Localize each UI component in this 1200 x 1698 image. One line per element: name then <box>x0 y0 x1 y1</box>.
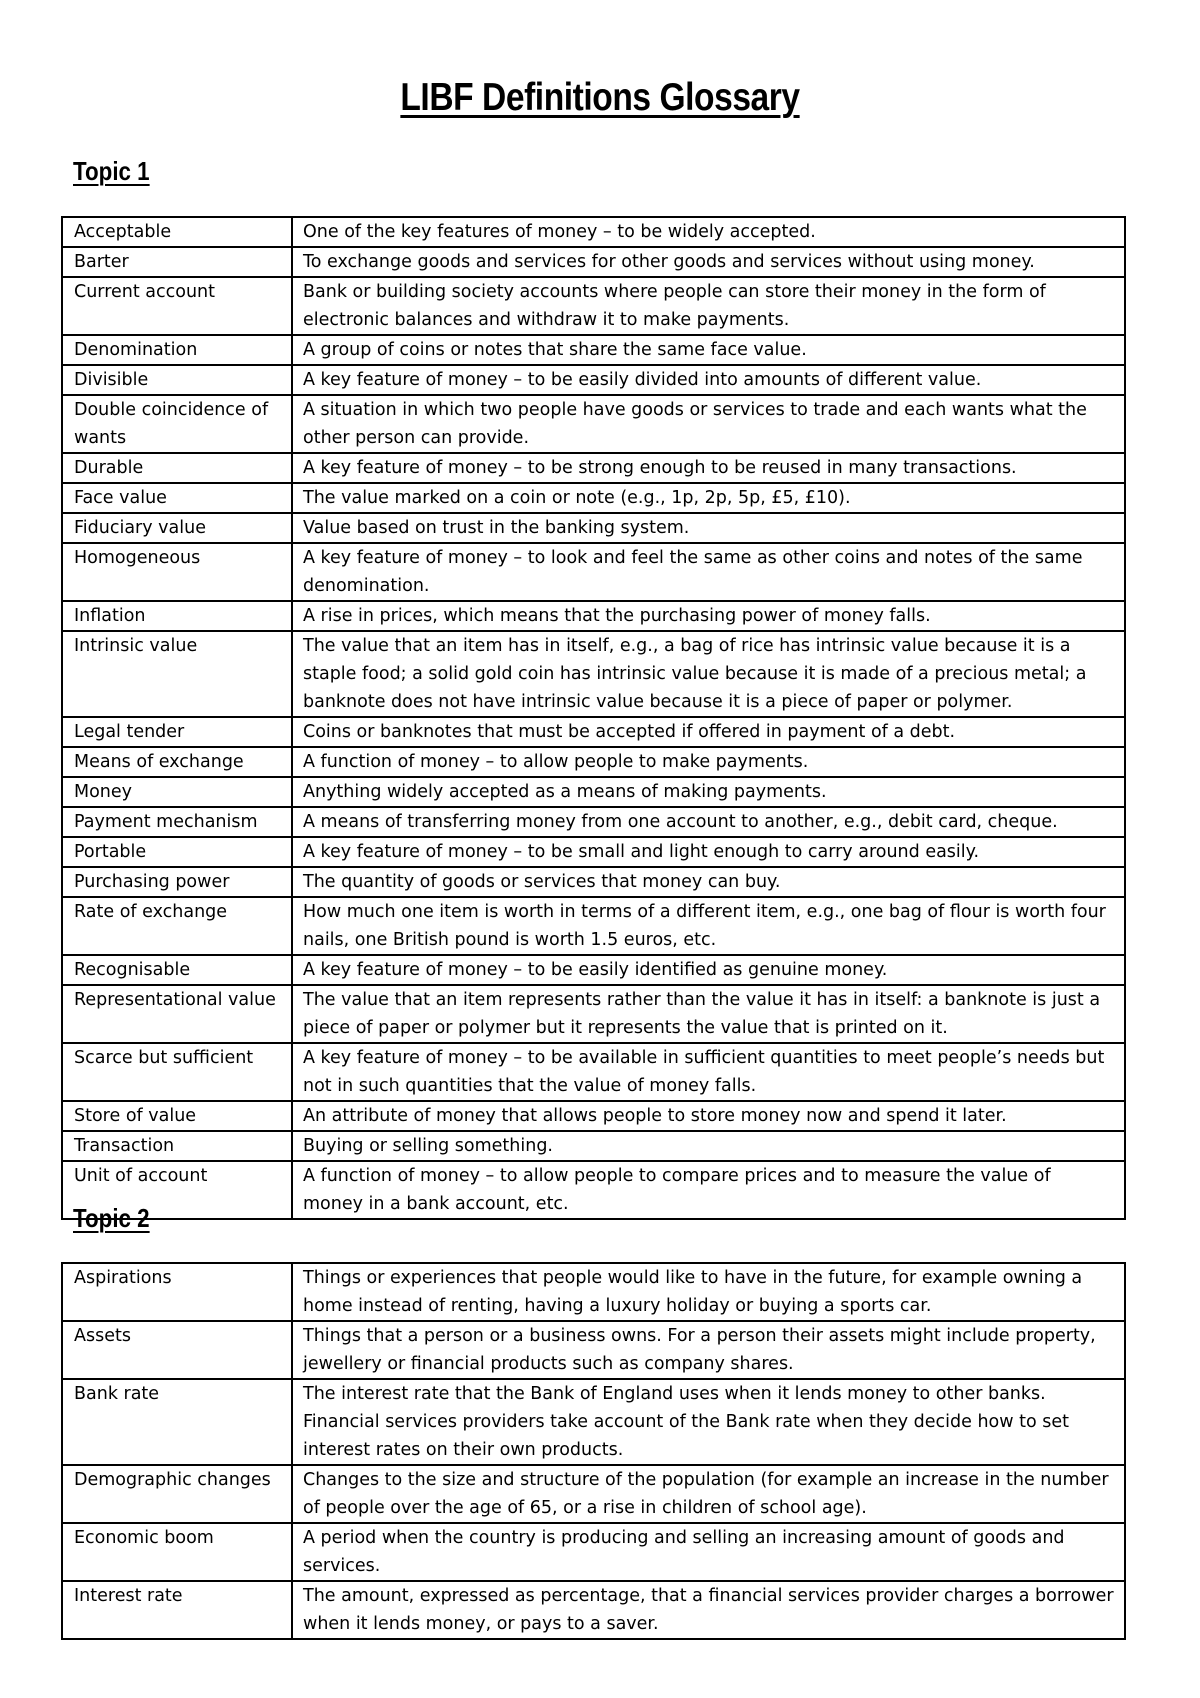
glossary-definition: A function of money – to allow people to compare prices and to measure the value of money in a bank account, etc. <box>292 1161 1125 1219</box>
glossary-term: Face value <box>62 483 292 513</box>
topic-1-heading: Topic 1 <box>73 156 150 186</box>
table-row <box>62 513 1125 543</box>
glossary-definition: A period when the country is producing and selling an increasing amount of goods and services. <box>292 1523 1125 1581</box>
glossary-term: Unit of account <box>62 1161 292 1219</box>
table-row <box>62 335 1125 365</box>
table-row <box>62 631 1125 717</box>
table-row <box>62 717 1125 747</box>
table-row <box>62 897 1125 955</box>
glossary-definition: Things that a person or a business owns. For a person their assets might include property, jewellery or financial products such as company shares. <box>292 1321 1125 1379</box>
glossary-term: Durable <box>62 453 292 483</box>
topic-1-glossary-table <box>61 216 1126 1220</box>
glossary-term: Inflation <box>62 601 292 631</box>
glossary-term: Scarce but sufficient <box>62 1043 292 1101</box>
glossary-term: Legal tender <box>62 717 292 747</box>
table-row <box>62 217 1125 247</box>
glossary-term: Store of value <box>62 1101 292 1131</box>
glossary-term: Means of exchange <box>62 747 292 777</box>
glossary-definition: An attribute of money that allows people to store money now and spend it later. <box>292 1101 1125 1131</box>
glossary-term: Intrinsic value <box>62 631 292 717</box>
glossary-definition: A key feature of money – to look and feel the same as other coins and notes of the same denomination. <box>292 543 1125 601</box>
table-row <box>62 1043 1125 1101</box>
topic-2-glossary-table <box>61 1262 1126 1640</box>
glossary-definition: Anything widely accepted as a means of making payments. <box>292 777 1125 807</box>
glossary-term: Divisible <box>62 365 292 395</box>
glossary-term: Economic boom <box>62 1523 292 1581</box>
glossary-term: Acceptable <box>62 217 292 247</box>
glossary-definition: How much one item is worth in terms of a different item, e.g., one bag of flour is worth four nails, one British pound is worth 1.5 euros, etc. <box>292 897 1125 955</box>
table-row <box>62 483 1125 513</box>
glossary-term: Current account <box>62 277 292 335</box>
glossary-definition: A key feature of money – to be strong enough to be reused in many transactions. <box>292 453 1125 483</box>
table-row <box>62 1321 1125 1379</box>
glossary-definition: A group of coins or notes that share the same face value. <box>292 335 1125 365</box>
glossary-definition: A rise in prices, which means that the purchasing power of money falls. <box>292 601 1125 631</box>
page-title: LIBF Definitions Glossary <box>400 76 800 119</box>
table-row <box>62 453 1125 483</box>
table-row <box>62 955 1125 985</box>
glossary-definition: Buying or selling something. <box>292 1131 1125 1161</box>
glossary-definition: Changes to the size and structure of the population (for example an increase in the number of people over the age of 65, or a rise in children of school age). <box>292 1465 1125 1523</box>
glossary-definition: A key feature of money – to be easily divided into amounts of different value. <box>292 365 1125 395</box>
table-row <box>62 1465 1125 1523</box>
glossary-definition: Bank or building society accounts where people can store their money in the form of electronic balances and withdraw it to make payments. <box>292 277 1125 335</box>
glossary-definition: The amount, expressed as percentage, that a financial services provider charges a borrower when it lends money, or pays to a saver. <box>292 1581 1125 1639</box>
table-row <box>62 365 1125 395</box>
glossary-term: Transaction <box>62 1131 292 1161</box>
glossary-definition: A situation in which two people have goods or services to trade and each wants what the other person can provide. <box>292 395 1125 453</box>
table-row <box>62 1131 1125 1161</box>
table-row <box>62 777 1125 807</box>
glossary-term: Demographic changes <box>62 1465 292 1523</box>
glossary-term: Assets <box>62 1321 292 1379</box>
glossary-definition: A key feature of money – to be available in sufficient quantities to meet people’s needs but not in such quantities that the value of money falls. <box>292 1043 1125 1101</box>
glossary-term: Interest rate <box>62 1581 292 1639</box>
table-row <box>62 807 1125 837</box>
glossary-definition: The interest rate that the Bank of England uses when it lends money to other banks. Financial services providers take account of the Bank rate when they decide how to set interest rates on their own products. <box>292 1379 1125 1465</box>
glossary-term: Aspirations <box>62 1263 292 1321</box>
glossary-definition: A function of money – to allow people to make payments. <box>292 747 1125 777</box>
glossary-definition: A means of transferring money from one account to another, e.g., debit card, cheque. <box>292 807 1125 837</box>
glossary-term: Recognisable <box>62 955 292 985</box>
topic-2-heading: Topic 2 <box>73 1203 150 1233</box>
table-row <box>62 837 1125 867</box>
glossary-definition: Coins or banknotes that must be accepted if offered in payment of a debt. <box>292 717 1125 747</box>
glossary-term: Double coincidence of wants <box>62 395 292 453</box>
table-row <box>62 1161 1125 1219</box>
table-row <box>62 601 1125 631</box>
table-row <box>62 395 1125 453</box>
glossary-definition: Value based on trust in the banking system. <box>292 513 1125 543</box>
table-row <box>62 247 1125 277</box>
glossary-term: Barter <box>62 247 292 277</box>
glossary-term: Representational value <box>62 985 292 1043</box>
glossary-term: Payment mechanism <box>62 807 292 837</box>
glossary-definition: A key feature of money – to be small and light enough to carry around easily. <box>292 837 1125 867</box>
table-row <box>62 1581 1125 1639</box>
table-row <box>62 543 1125 601</box>
glossary-term: Denomination <box>62 335 292 365</box>
glossary-term: Homogeneous <box>62 543 292 601</box>
table-row <box>62 1523 1125 1581</box>
table-row <box>62 985 1125 1043</box>
glossary-definition: The value marked on a coin or note (e.g., 1p, 2p, 5p, £5, £10). <box>292 483 1125 513</box>
glossary-term: Portable <box>62 837 292 867</box>
table-row <box>62 1263 1125 1321</box>
glossary-definition: Things or experiences that people would like to have in the future, for example owning a home instead of renting, having a luxury holiday or buying a sports car. <box>292 1263 1125 1321</box>
table-row <box>62 1101 1125 1131</box>
glossary-definition: To exchange goods and services for other goods and services without using money. <box>292 247 1125 277</box>
glossary-term: Bank rate <box>62 1379 292 1465</box>
glossary-definition: The value that an item represents rather than the value it has in itself: a banknote is just a piece of paper or polymer but it represents the value that is printed on it. <box>292 985 1125 1043</box>
glossary-definition: One of the key features of money – to be widely accepted. <box>292 217 1125 247</box>
glossary-definition: The quantity of goods or services that money can buy. <box>292 867 1125 897</box>
glossary-term: Rate of exchange <box>62 897 292 955</box>
glossary-term: Purchasing power <box>62 867 292 897</box>
table-row <box>62 1379 1125 1465</box>
table-row <box>62 867 1125 897</box>
glossary-term: Money <box>62 777 292 807</box>
glossary-definition: A key feature of money – to be easily identified as genuine money. <box>292 955 1125 985</box>
table-row <box>62 747 1125 777</box>
table-row <box>62 277 1125 335</box>
glossary-term: Fiduciary value <box>62 513 292 543</box>
glossary-definition: The value that an item has in itself, e.g., a bag of rice has intrinsic value because it is a staple food; a solid gold coin has intrinsic value because it is made of a precious metal; a banknote does not have intrinsic value because it is a piece of paper or polymer. <box>292 631 1125 717</box>
